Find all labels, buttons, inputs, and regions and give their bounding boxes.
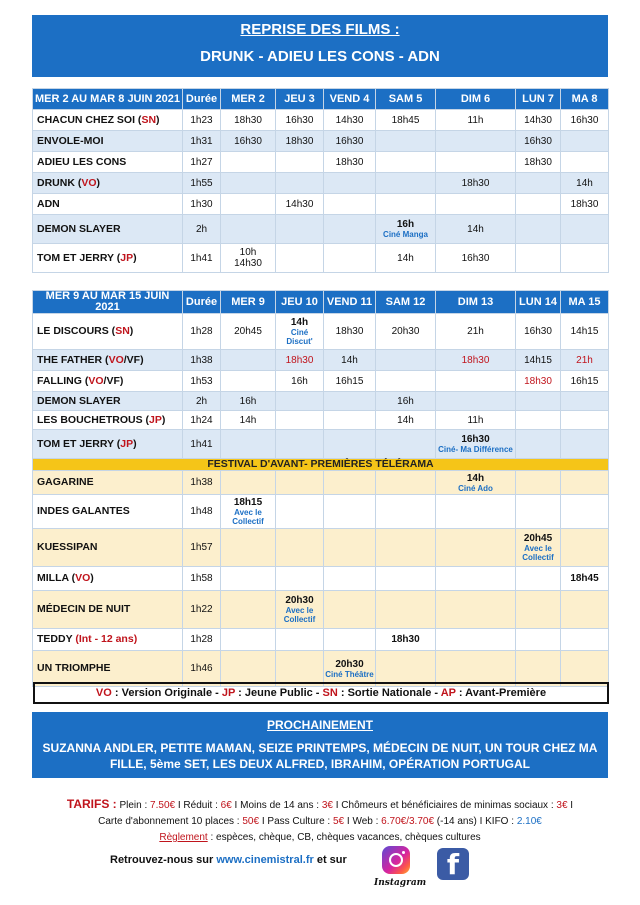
website-link[interactable]: www.cinemistral.fr <box>216 854 314 866</box>
showtime <box>324 173 376 194</box>
prochainement-title: PROCHAINEMENT <box>266 718 373 732</box>
table-row <box>33 215 609 244</box>
showtime <box>221 371 276 392</box>
showtime: 16h <box>276 371 324 392</box>
follow-us: Retrouvez-nous sur www.cinemistral.fr et sur <box>110 854 347 866</box>
showtime <box>324 529 376 567</box>
duration: 1h27 <box>183 152 221 173</box>
table-row <box>33 244 609 273</box>
duration: 1h24 <box>183 411 221 430</box>
showtime: 16h30 <box>324 131 376 152</box>
showtime <box>376 173 436 194</box>
showtime <box>436 152 516 173</box>
showtime: 14h <box>221 411 276 430</box>
table-row <box>33 567 609 591</box>
showtime: 14h <box>376 244 436 273</box>
duration: 1h41 <box>183 244 221 273</box>
showtime: 14h <box>324 350 376 371</box>
showtime <box>221 629 276 651</box>
showtime: 18h45 <box>376 110 436 131</box>
showtime <box>561 215 609 244</box>
showtime: 20h30 <box>376 314 436 350</box>
duration: 1h23 <box>183 110 221 131</box>
showtime: 14h <box>376 411 436 430</box>
prochainement-list: SUZANNA ANDLER, PETITE MAMAN, SEIZE PRINTEMPS, MÉDECIN DE NUIT, UN TOUR CHEZ MA FILLE, 5ème SET, LES DEUX ALFRED, IBRAHIM, OPÉRATION PORTUGAL <box>42 741 598 771</box>
showtime <box>436 591 516 629</box>
showtime: 18h30 <box>276 131 324 152</box>
showtime: 20h30 Avec le Collectif <box>276 591 324 629</box>
showtime: 18h30 <box>276 350 324 371</box>
showtime <box>516 629 561 651</box>
film-name: INDES GALANTES <box>33 495 183 529</box>
showtime <box>221 215 276 244</box>
showtime <box>561 471 609 495</box>
showtime <box>561 131 609 152</box>
showtime <box>221 567 276 591</box>
showtime: 14h <box>561 173 609 194</box>
showtime <box>561 152 609 173</box>
week1-col-mer: MER 2 <box>221 89 276 110</box>
week1-col-jeu: JEU 3 <box>276 89 324 110</box>
showtime <box>561 244 609 273</box>
showtime: 14h Ciné Ado <box>436 471 516 495</box>
showtime: 16h30 Ciné- Ma Différence <box>436 430 516 459</box>
showtime: 16h30 <box>436 244 516 273</box>
showtime <box>436 495 516 529</box>
showtime <box>324 215 376 244</box>
facebook-icon[interactable]: f <box>437 848 469 880</box>
prochainement-banner <box>32 712 608 778</box>
showtime <box>376 495 436 529</box>
showtime <box>561 430 609 459</box>
showtime <box>561 529 609 567</box>
showtime <box>324 244 376 273</box>
showtime: 18h30 <box>376 629 436 651</box>
showtime <box>276 471 324 495</box>
duration: 1h38 <box>183 471 221 495</box>
showtime <box>221 430 276 459</box>
film-name: UN TRIOMPHE <box>33 651 183 687</box>
showtime: 16h <box>376 392 436 411</box>
table-row <box>33 173 609 194</box>
showtime <box>436 371 516 392</box>
week1-col-lun: LUN 7 <box>516 89 561 110</box>
film-name: MÉDECIN DE NUIT <box>33 591 183 629</box>
week1-col-mar: MA 8 <box>561 89 609 110</box>
showtime <box>436 131 516 152</box>
film-name: MILLA (VO) <box>33 567 183 591</box>
showtime <box>276 173 324 194</box>
showtime: 16h <box>221 392 276 411</box>
showtime: 14h15 <box>516 350 561 371</box>
showtime: 20h45 Avec le Collectif <box>516 529 561 567</box>
showtime <box>276 495 324 529</box>
duration: 1h55 <box>183 173 221 194</box>
film-name: TOM ET JERRY (JP) <box>33 430 183 459</box>
film-name: GAGARINE <box>33 471 183 495</box>
week2-col-period: MER 9 AU MAR 15 JUIN 2021 <box>33 291 183 314</box>
film-name: FALLING (VO/VF) <box>33 371 183 392</box>
film-name: TEDDY (Int - 12 ans) <box>33 629 183 651</box>
showtime <box>516 215 561 244</box>
showtime <box>276 629 324 651</box>
showtime <box>516 430 561 459</box>
showtime: 14h <box>436 215 516 244</box>
showtime <box>324 567 376 591</box>
showtime: 20h45 <box>221 314 276 350</box>
title-banner <box>32 15 608 77</box>
showtime: 16h30 <box>516 131 561 152</box>
showtime <box>276 215 324 244</box>
showtime <box>516 244 561 273</box>
table-row <box>33 131 609 152</box>
showtime <box>221 173 276 194</box>
duration: 1h58 <box>183 567 221 591</box>
showtime <box>516 567 561 591</box>
instagram-label: Instagram <box>374 878 427 888</box>
showtime <box>516 495 561 529</box>
showtime <box>516 194 561 215</box>
showtime: 11h <box>436 411 516 430</box>
showtime: 14h Ciné Discut' <box>276 314 324 350</box>
film-name: ENVOLE-MOI <box>33 131 183 152</box>
showtime: 14h30 <box>276 194 324 215</box>
showtime <box>436 567 516 591</box>
showtime <box>324 411 376 430</box>
week2-col-jeu: JEU 10 <box>276 291 324 314</box>
showtime: 16h30 <box>561 110 609 131</box>
duration: 1h46 <box>183 651 221 687</box>
showtime <box>561 392 609 411</box>
film-name: LE DISCOURS (SN) <box>33 314 183 350</box>
film-name: CHACUN CHEZ SOI (SN) <box>33 110 183 131</box>
showtime: 18h30 <box>221 110 276 131</box>
showtime <box>376 194 436 215</box>
duration: 1h57 <box>183 529 221 567</box>
showtime <box>376 371 436 392</box>
week2-col-sam: SAM 12 <box>376 291 436 314</box>
film-name: KUESSIPAN <box>33 529 183 567</box>
film-name: TOM ET JERRY (JP) <box>33 244 183 273</box>
showtime <box>221 529 276 567</box>
showtime <box>276 529 324 567</box>
showtime: 11h <box>436 110 516 131</box>
week1-col-duree: Durée <box>183 89 221 110</box>
film-name: ADIEU LES CONS <box>33 152 183 173</box>
table-row <box>33 471 609 495</box>
table-row <box>33 529 609 567</box>
table-row <box>33 591 609 629</box>
instagram-icon[interactable] <box>382 846 410 874</box>
showtime: 18h45 <box>561 567 609 591</box>
week1-col-ven: VEND 4 <box>324 89 376 110</box>
title-line2: DRUNK - ADIEU LES CONS - ADN <box>200 48 440 65</box>
schedule-week1 <box>32 88 609 273</box>
table-row <box>33 629 609 651</box>
showtime <box>376 350 436 371</box>
week2-col-dim: DIM 13 <box>436 291 516 314</box>
duration: 1h41 <box>183 430 221 459</box>
showtime: 10h 14h30 <box>221 244 276 273</box>
table-row <box>33 110 609 131</box>
duration: 1h28 <box>183 629 221 651</box>
showtime <box>561 629 609 651</box>
showtime <box>276 430 324 459</box>
showtime: 18h30 <box>436 350 516 371</box>
duration: 1h53 <box>183 371 221 392</box>
showtime <box>516 173 561 194</box>
showtime: 18h30 <box>516 371 561 392</box>
duration: 1h30 <box>183 194 221 215</box>
showtime <box>324 471 376 495</box>
table-row <box>33 194 609 215</box>
showtime: 18h15 Avec le Collectif <box>221 495 276 529</box>
showtime <box>436 194 516 215</box>
showtime <box>561 411 609 430</box>
showtime: 21h <box>436 314 516 350</box>
showtime: 16h15 <box>324 371 376 392</box>
showtime: 18h30 <box>516 152 561 173</box>
table-row <box>33 430 609 459</box>
showtime <box>516 591 561 629</box>
showtime <box>561 495 609 529</box>
table-row <box>33 314 609 350</box>
showtime <box>276 411 324 430</box>
table-row <box>33 411 609 430</box>
showtime <box>324 430 376 459</box>
table-row <box>33 350 609 371</box>
showtime <box>376 152 436 173</box>
week2-col-lun: LUN 14 <box>516 291 561 314</box>
showtime <box>376 471 436 495</box>
showtime <box>221 350 276 371</box>
table-row <box>33 152 609 173</box>
week1-header <box>33 89 609 110</box>
schedule-week2 <box>32 290 609 687</box>
showtime <box>276 244 324 273</box>
showtime <box>376 591 436 629</box>
showtime <box>221 194 276 215</box>
table-row <box>33 495 609 529</box>
duration: 1h22 <box>183 591 221 629</box>
week2-col-mer: MER 9 <box>221 291 276 314</box>
duration: 1h31 <box>183 131 221 152</box>
showtime: 16h30 <box>516 314 561 350</box>
duration: 2h <box>183 215 221 244</box>
tarifs-block: TARIFS : Plein : 7.50€ I Réduit : 6€ I Moins de 14 ans : 3€ I Chômeurs et bénéficiaires de minimas sociaux : 3€ I Carte d'abonnement 10 places : 50€ I Pass Culture : 5€ I Web : 6.70€/3.70€ (-14 ans) I KIFO : 2.10€ Règlement : espèces, chèque, CB, chèques vacances, chèques cultures <box>66 797 574 843</box>
week2-col-mar: MA 15 <box>561 291 609 314</box>
showtime <box>324 495 376 529</box>
showtime <box>221 152 276 173</box>
showtime: 14h30 <box>324 110 376 131</box>
showtime <box>221 591 276 629</box>
showtime <box>324 392 376 411</box>
title-line1: REPRISE DES FILMS : <box>240 21 400 38</box>
showtime <box>376 529 436 567</box>
showtime: 20h30 Ciné Théâtre <box>324 651 376 687</box>
duration: 1h48 <box>183 495 221 529</box>
film-name: THE FATHER (VO/VF) <box>33 350 183 371</box>
showtime <box>376 131 436 152</box>
week1-col-dim: DIM 6 <box>436 89 516 110</box>
showtime: 16h Ciné Manga <box>376 215 436 244</box>
showtime <box>324 629 376 651</box>
festival-header-row <box>33 459 609 471</box>
showtime: 18h30 <box>324 314 376 350</box>
table-row <box>33 392 609 411</box>
week2-col-duree: Durée <box>183 291 221 314</box>
showtime: 18h30 <box>324 152 376 173</box>
showtime <box>376 567 436 591</box>
showtime <box>276 567 324 591</box>
showtime <box>436 392 516 411</box>
showtime: 21h <box>561 350 609 371</box>
film-name: DEMON SLAYER <box>33 215 183 244</box>
legend-box: VO : Version Originale - JP : Jeune Public - SN : Sortie Nationale - AP : Avant-Première <box>33 682 609 704</box>
showtime <box>436 529 516 567</box>
film-name: LES BOUCHETROUS (JP) <box>33 411 183 430</box>
showtime <box>561 591 609 629</box>
film-name: ADN <box>33 194 183 215</box>
showtime: 16h30 <box>276 110 324 131</box>
showtime: 18h30 <box>436 173 516 194</box>
showtime <box>324 591 376 629</box>
showtime <box>516 392 561 411</box>
showtime: 14h30 <box>516 110 561 131</box>
showtime <box>276 392 324 411</box>
duration: 1h28 <box>183 314 221 350</box>
showtime <box>436 629 516 651</box>
showtime: 16h15 <box>561 371 609 392</box>
showtime <box>376 430 436 459</box>
week1-col-sam: SAM 5 <box>376 89 436 110</box>
week1-col-period: MER 2 AU MAR 8 JUIN 2021 <box>33 89 183 110</box>
showtime <box>516 471 561 495</box>
showtime <box>276 152 324 173</box>
showtime: 14h15 <box>561 314 609 350</box>
festival-title: FESTIVAL D'AVANT- PREMIÈRES TÉLÉRAMA <box>33 459 609 471</box>
duration: 1h38 <box>183 350 221 371</box>
duration: 2h <box>183 392 221 411</box>
showtime <box>324 194 376 215</box>
showtime: 18h30 <box>561 194 609 215</box>
table-row <box>33 371 609 392</box>
week2-col-ven: VEND 11 <box>324 291 376 314</box>
showtime <box>221 471 276 495</box>
showtime: 16h30 <box>221 131 276 152</box>
week2-header <box>33 291 609 314</box>
film-name: DRUNK (VO) <box>33 173 183 194</box>
showtime <box>516 411 561 430</box>
film-name: DEMON SLAYER <box>33 392 183 411</box>
